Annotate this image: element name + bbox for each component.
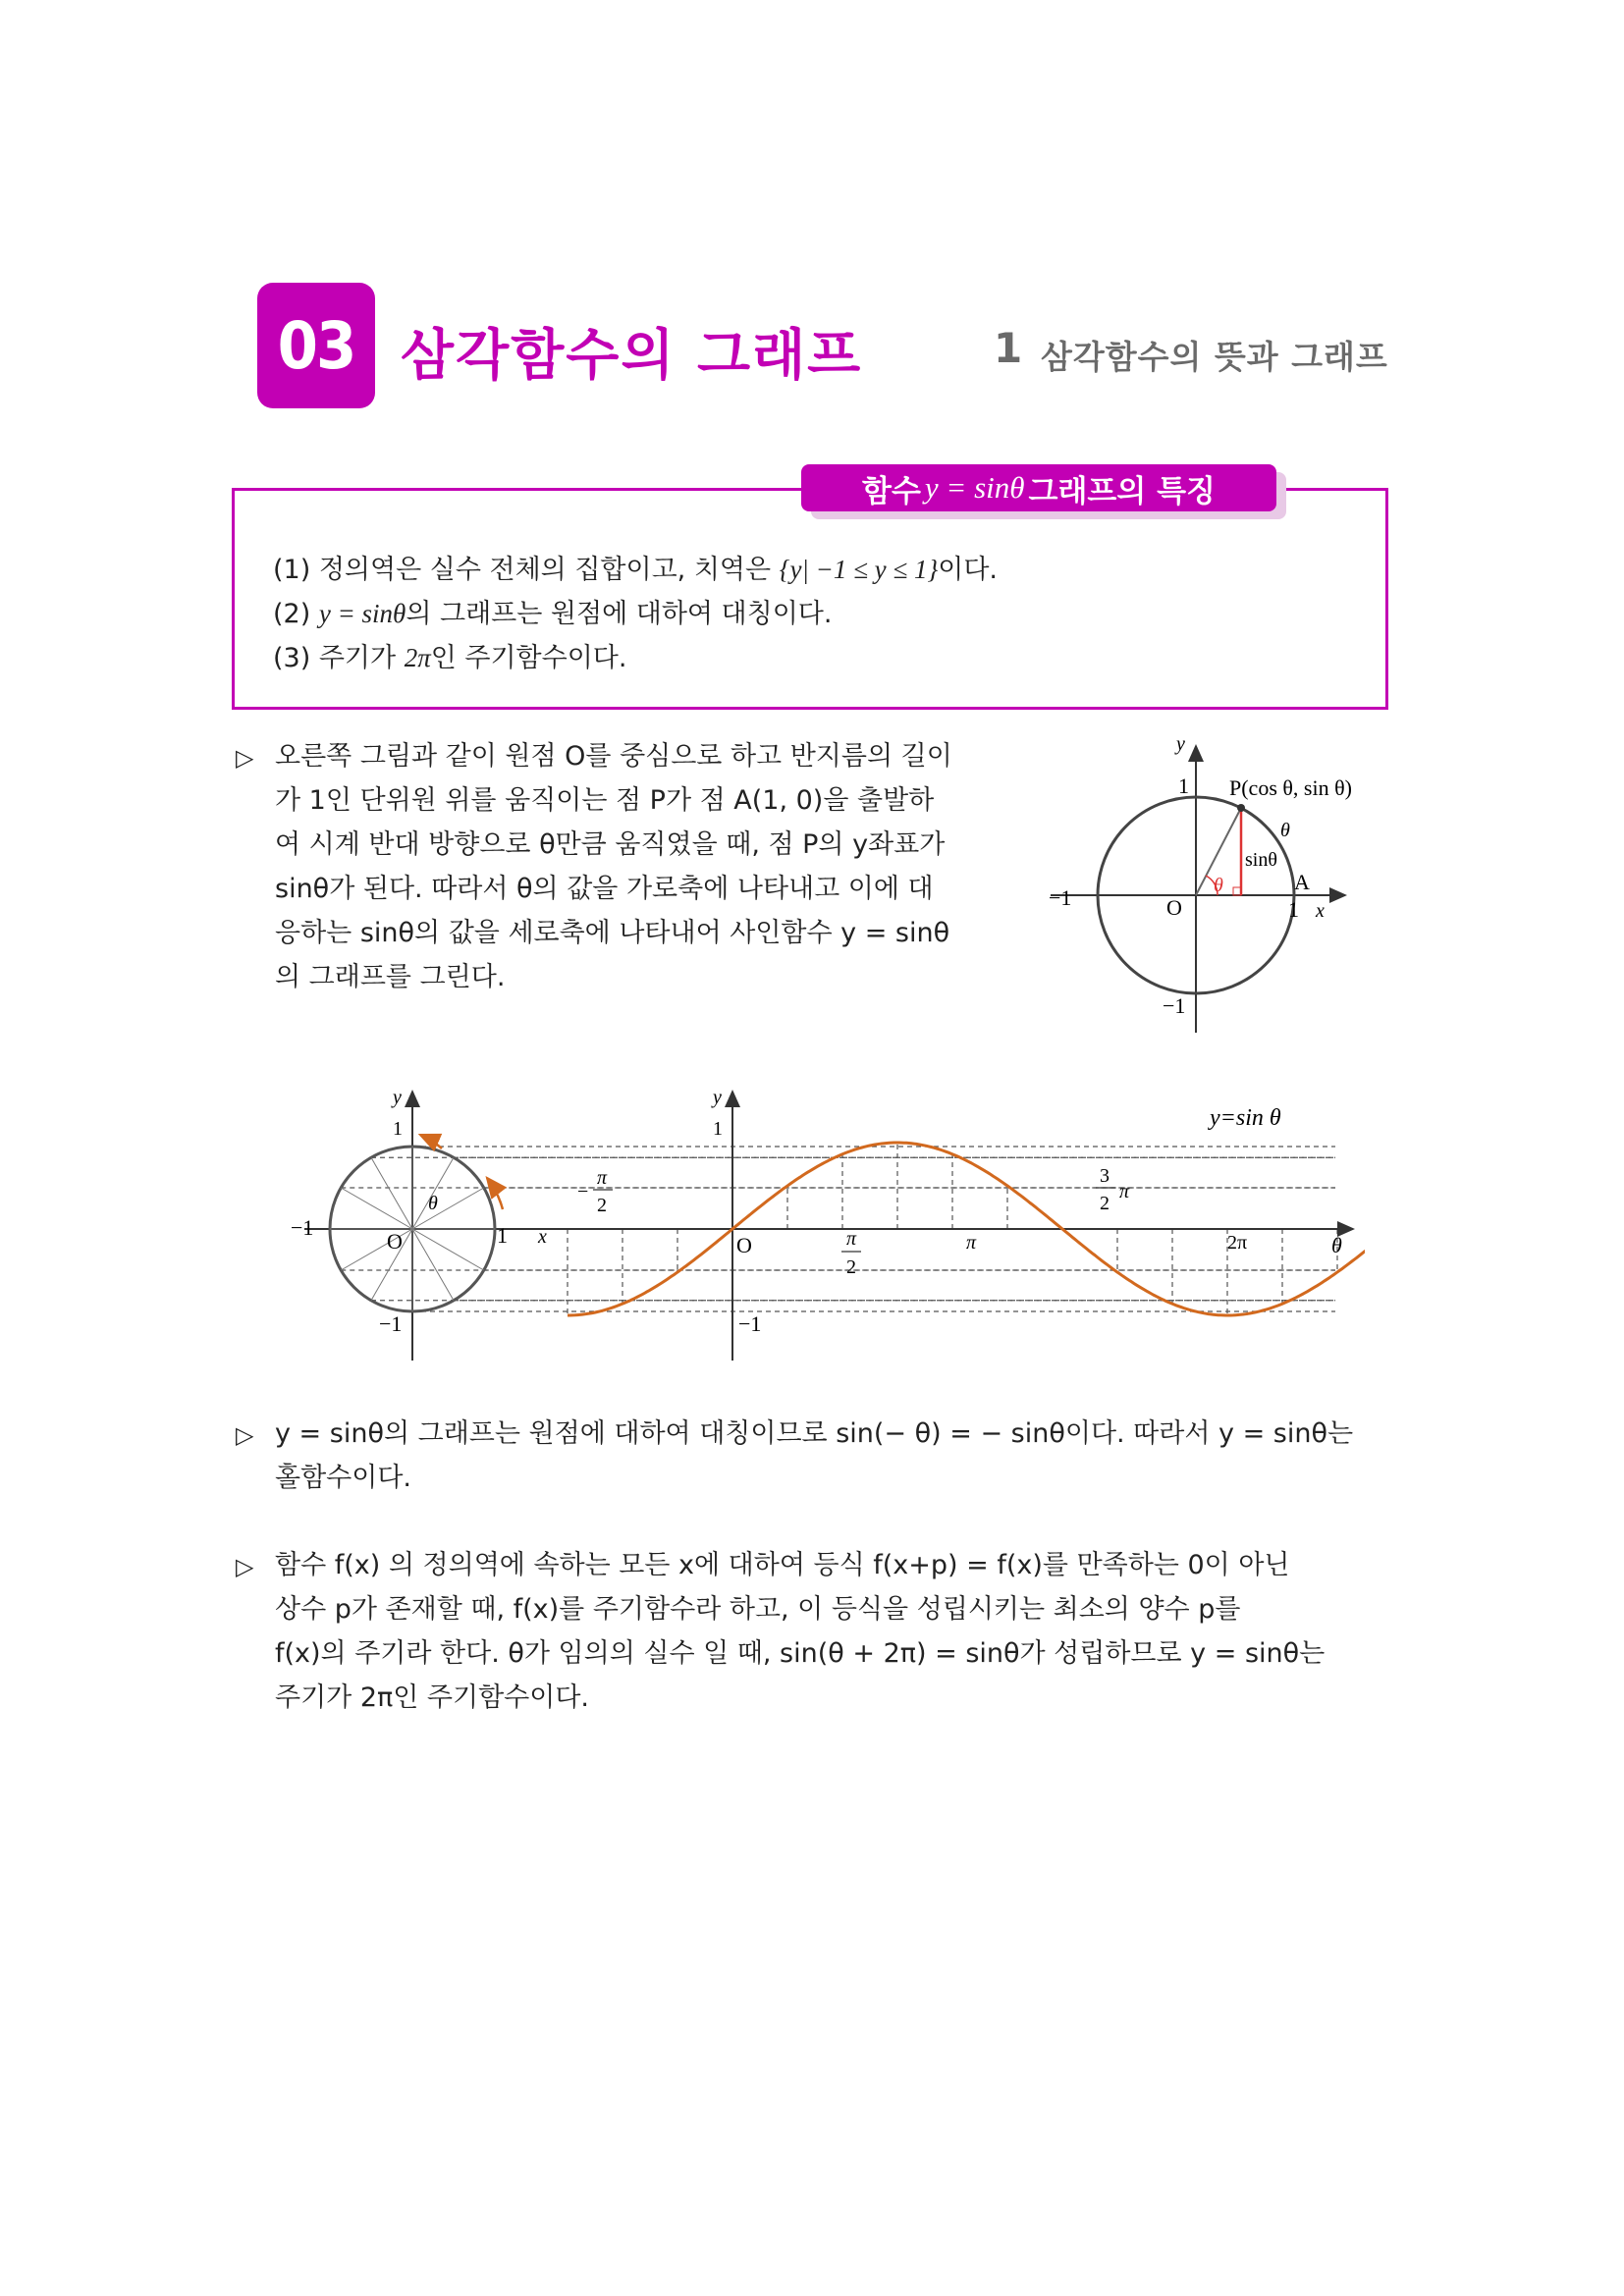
graph-neg-one-label: −1 — [738, 1311, 762, 1336]
tick-3pi-2-num: 3 — [1100, 1165, 1110, 1187]
rotation-arrow-right — [487, 1178, 503, 1209]
point-A-label: A — [1294, 870, 1310, 894]
period-line: f(x)의 주기라 한다. θ가 임의의 실수 일 때, sin(θ + 2π) = sinθ가 성립하므로 y = sinθ는 — [275, 1638, 1326, 1669]
label-one-right: 1 — [1288, 897, 1299, 922]
tick-neg-pi-2-sign: − — [577, 1181, 589, 1202]
bullet-icon: ▷ — [236, 1553, 254, 1580]
point-P — [1237, 804, 1245, 812]
item-text-end: 의 그래프는 원점에 대하여 대칭이다. — [406, 599, 833, 629]
intro-line: 여 시계 반대 방향으로 θ만큼 움직였을 때, 점 P의 y좌표가 — [275, 829, 946, 860]
item-label: (2) — [273, 599, 311, 629]
tick-2pi: 2π — [1227, 1232, 1248, 1254]
circle-x-label: x — [538, 1226, 547, 1248]
property-box-title — [801, 464, 1276, 511]
symmetry-paragraph — [275, 1412, 1414, 1500]
circle-origin-label: O — [387, 1229, 403, 1254]
item-math: y = sinθ — [318, 599, 406, 628]
tick-pi-2-num: π — [846, 1228, 857, 1250]
label-one-top: 1 — [1178, 774, 1189, 798]
circle-y-label: y — [393, 1088, 402, 1108]
item-label: (3) — [273, 643, 311, 673]
circle-one-label: 1 — [393, 1118, 403, 1140]
intro-paragraph — [275, 734, 1021, 999]
label-neg-one-bottom: −1 — [1163, 993, 1186, 1018]
tick-neg-pi-2-num: π — [597, 1167, 608, 1189]
property-title-math: y = sinθ — [924, 470, 1025, 505]
bullet-icon: ▷ — [236, 1421, 254, 1449]
point-P-label: P(cos θ, sin θ) — [1229, 775, 1352, 800]
chapter-title: 삼각함수의 그래프 — [401, 324, 863, 388]
arc-theta-label: θ — [1280, 820, 1290, 841]
unit-circle-figure — [1041, 738, 1355, 1042]
bullet-icon: ▷ — [236, 744, 254, 772]
intro-line: 가 1인 단위원 위를 움직이는 점 P가 점 A(1, 0)을 출발하 — [275, 785, 935, 816]
item-text: 정의역은 실수 전체의 집합이고, 치역은 — [318, 555, 772, 585]
property-item-2 — [273, 592, 832, 630]
circle-spoke — [371, 1157, 412, 1229]
intro-line: sinθ가 된다. 따라서 θ의 값을 가로축에 나타내고 이에 대 — [275, 874, 934, 904]
period-paragraph — [275, 1543, 1414, 1720]
curve-label: y=sin θ — [1210, 1105, 1281, 1131]
circle-spoke — [412, 1188, 484, 1229]
item-text-end: 인 주기함수이다. — [430, 643, 627, 673]
tick-3pi-2-suffix: π — [1119, 1181, 1130, 1202]
tick-pi-2-den: 2 — [846, 1256, 856, 1278]
property-item-1 — [273, 548, 998, 586]
intro-line: 의 그래프를 그린다. — [275, 962, 506, 992]
circle-spoke — [412, 1229, 454, 1301]
circle-neg-one-bottom-label: −1 — [379, 1311, 403, 1336]
item-text-end: 이다. — [938, 555, 999, 585]
circle-spoke — [341, 1188, 412, 1229]
tick-3pi-2-den: 2 — [1100, 1193, 1110, 1214]
graph-y-label: y — [713, 1088, 722, 1108]
chapter-number-badge: 03 — [257, 283, 375, 408]
label-neg-one-left: −1 — [1049, 885, 1072, 910]
item-math: {y| −1 ≤ y ≤ 1} — [779, 555, 939, 584]
angle-theta-label: θ — [1214, 875, 1223, 896]
tick-neg-pi-2-den: 2 — [597, 1195, 607, 1216]
origin-label: O — [1166, 895, 1182, 920]
theta-axis-label: θ — [1331, 1233, 1342, 1257]
sin-label: sinθ — [1245, 849, 1277, 871]
intro-line: 오른쪽 그림과 같이 원점 O를 중심으로 하고 반지름의 길이 — [275, 741, 952, 772]
circle-spoke — [412, 1229, 484, 1270]
circle-neg-one-label: −1 — [291, 1215, 314, 1240]
graph-origin-label: O — [736, 1233, 752, 1257]
property-title-suffix: 그래프의 특징 — [1028, 473, 1216, 509]
property-title-prefix: 함수 — [862, 473, 921, 509]
period-line: 함수 f(x) 의 정의역에 속하는 모든 x에 대하여 등식 f(x+p) = f(x)를 만족하는 0이 아닌 — [275, 1550, 1290, 1580]
intro-line: 응하는 sinθ의 값을 세로축에 나타내어 사인함수 y = sinθ — [275, 918, 950, 948]
circle-one-right-label: 1 — [497, 1223, 508, 1248]
period-line: 상수 p가 존재할 때, f(x)를 주기함수라 하고, 이 등식을 성립시키는 최소의 양수 p를 — [275, 1594, 1241, 1625]
circle-theta-label: θ — [428, 1193, 438, 1214]
symmetry-line: y = sinθ의 그래프는 원점에 대하여 대칭이므로 sin(− θ) = − sinθ이다. 따라서 y = sinθ는 — [275, 1418, 1354, 1449]
tick-pi: π — [966, 1232, 977, 1254]
period-line: 주기가 2π인 주기함수이다. — [275, 1682, 590, 1713]
symmetry-line: 홀함수이다. — [275, 1463, 411, 1493]
x-axis-label: x — [1316, 900, 1325, 922]
item-text: 주기가 — [318, 643, 397, 673]
item-math: 2π — [404, 643, 431, 672]
sine-graph-figure — [285, 1088, 1365, 1372]
y-axis-label: y — [1176, 738, 1185, 755]
property-item-3 — [273, 636, 626, 674]
graph-one-label: 1 — [713, 1118, 723, 1140]
item-label: (1) — [273, 555, 311, 585]
section-number: 1 — [994, 324, 1023, 372]
section-title: 삼각함수의 뜻과 그래프 — [1041, 338, 1388, 376]
